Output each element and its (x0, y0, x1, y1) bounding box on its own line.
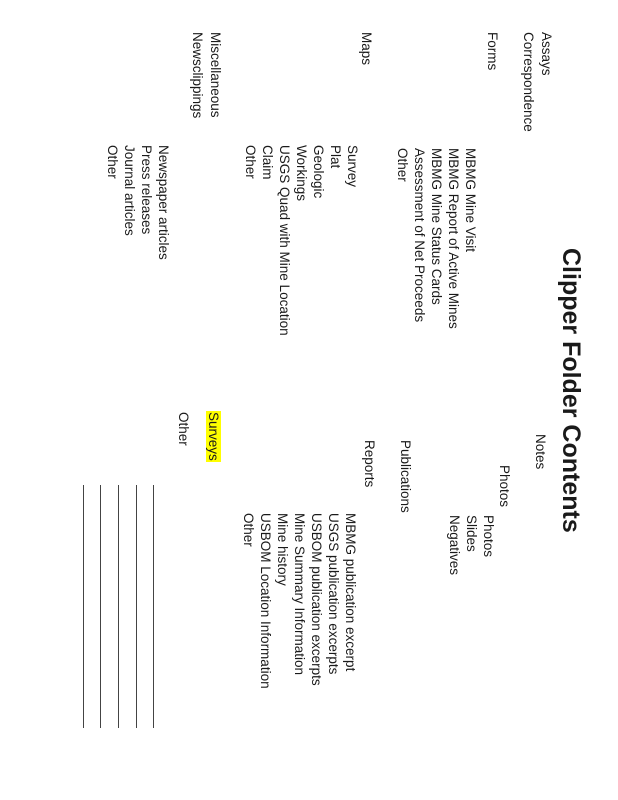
category-newsclippings: Newsclippings (190, 32, 205, 119)
list-item: MBMG publication excerpt (343, 513, 358, 672)
list-item: Mine Summary Information (292, 513, 307, 676)
blank-line (118, 485, 119, 728)
category-assays: Assays (539, 32, 554, 76)
blank-line (100, 485, 101, 728)
list-item: Workings (294, 145, 309, 202)
list-item: Other (241, 513, 256, 547)
maps-list (242, 145, 361, 336)
list-item: Geologic (311, 145, 326, 199)
list-item: Photos (481, 515, 496, 558)
list-item: USGS Quad with Mine Location (277, 145, 292, 336)
category-reports: Reports (362, 440, 377, 488)
list-item: Press releases (139, 145, 154, 235)
list-item: MBMG Mine Visit (463, 148, 478, 253)
list-item: Survey (345, 145, 360, 188)
category-correspondence: Correspondence (521, 32, 536, 132)
newsclippings-list (104, 145, 172, 260)
list-item: Other (243, 145, 258, 179)
category-publications: Publications (398, 440, 413, 513)
category-other: Other (176, 412, 191, 446)
category-forms: Forms (485, 32, 500, 71)
category-miscellaneous: Miscellaneous (208, 32, 223, 118)
forms-list (394, 148, 479, 329)
category-surveys (205, 411, 221, 462)
blank-line (136, 485, 137, 728)
list-item: Other (395, 148, 410, 182)
highlighted-surveys: Surveys (206, 412, 221, 461)
list-item: MBMG Mine Status Cards (429, 148, 444, 305)
list-item: Mine history (275, 513, 290, 586)
list-item: Negatives (447, 515, 462, 576)
list-item: Assessment of Net Proceeds (412, 148, 427, 323)
page-title: Clipper Folder Contents (557, 248, 585, 533)
blank-line (83, 485, 84, 728)
photos-list (446, 515, 497, 575)
list-item: USBOM Location Information (258, 513, 273, 689)
category-notes: Notes (533, 434, 548, 470)
list-item: Newspaper articles (156, 145, 171, 260)
category-photos: Photos (497, 465, 512, 508)
list-item: Other (105, 145, 120, 179)
list-item: Slides (464, 515, 479, 552)
list-item: Plat (328, 145, 343, 169)
list-item: Claim (260, 145, 275, 180)
category-maps: Maps (359, 32, 374, 66)
list-item: USBOM publication excerpts (309, 513, 324, 686)
list-item: USGS publication excerpts (326, 513, 341, 675)
blank-line (153, 485, 154, 728)
list-item: Journal articles (122, 145, 137, 236)
list-item: MBMG Report of Active Mines (446, 148, 461, 329)
reports-list (240, 513, 359, 689)
